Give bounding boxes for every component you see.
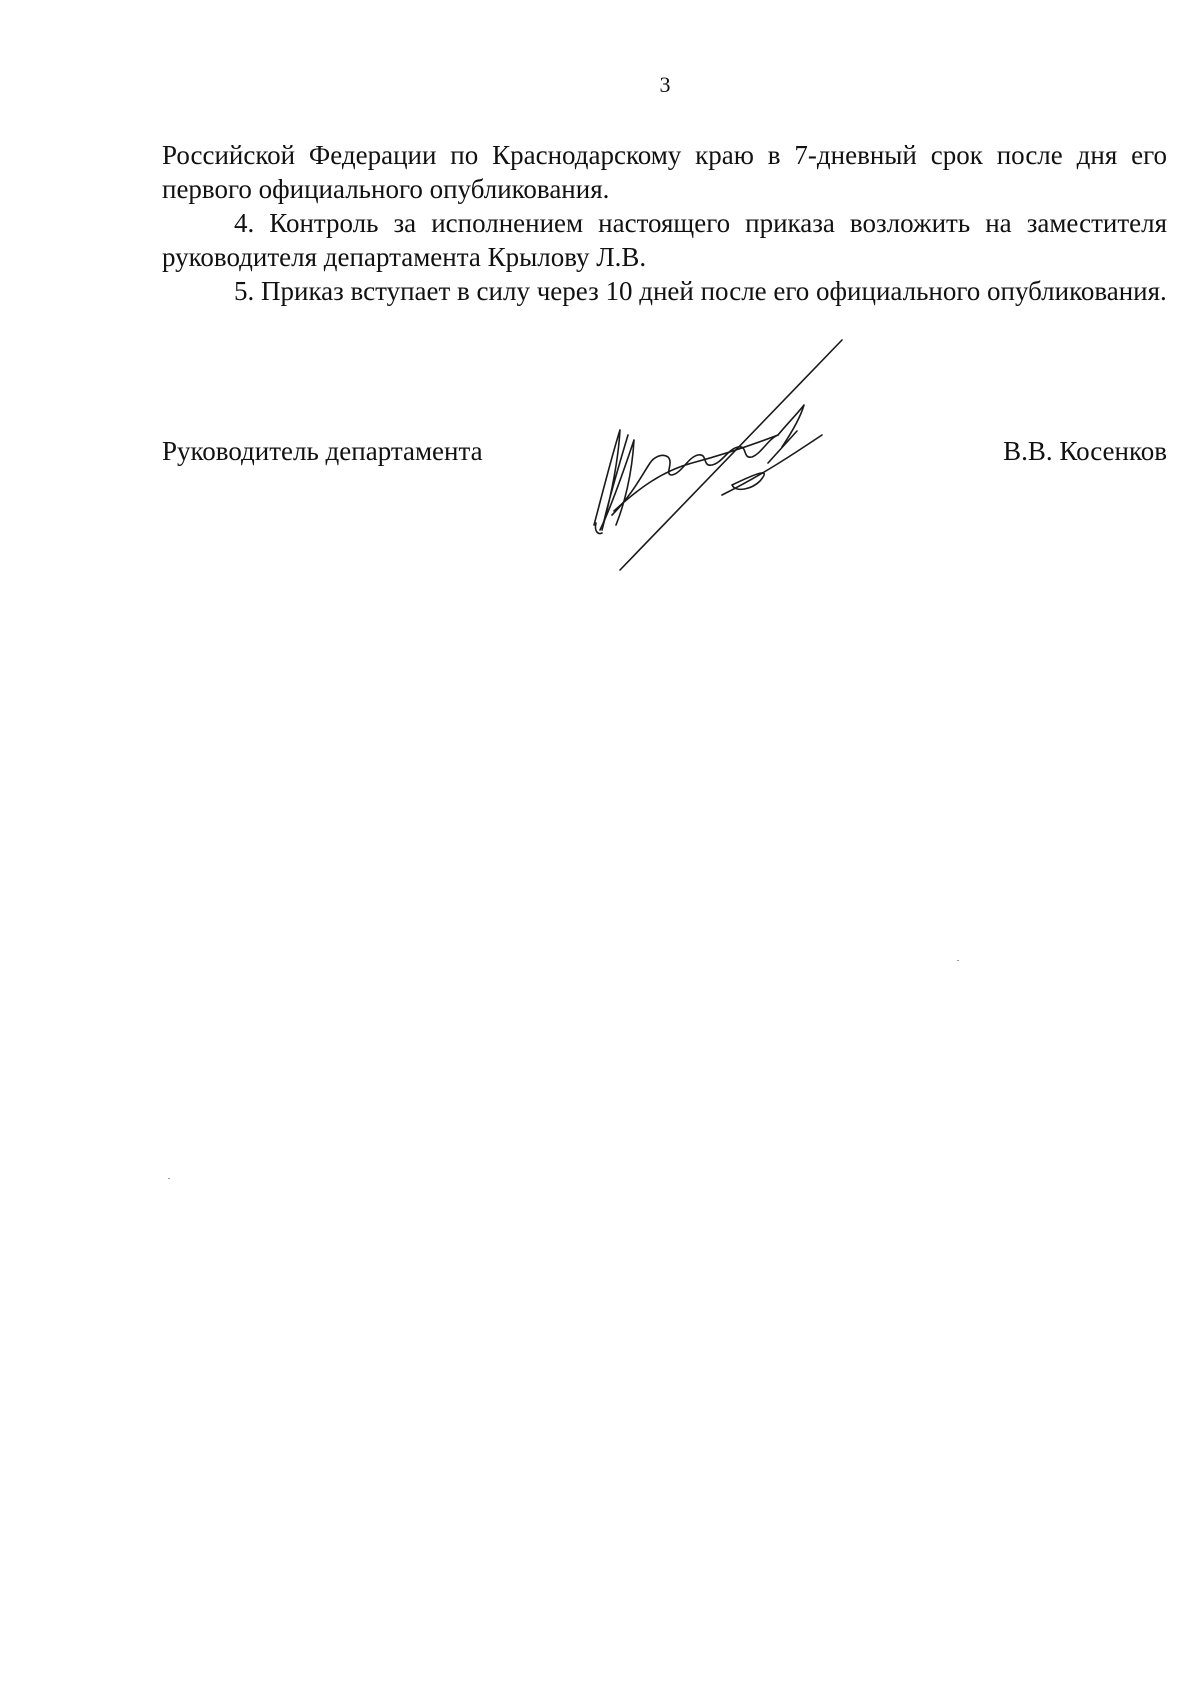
document-body <box>162 138 1167 308</box>
paragraph-item-4: 4. Контроль за исполнением настоящего приказа возложить на заместителя руководителя департамента Крылову Л.В. <box>162 208 1167 272</box>
page-number: 3 <box>659 72 671 97</box>
scan-speck <box>168 1178 170 1179</box>
paragraph-item-5: 5. Приказ вступает в силу через 10 дней после его официального опубликования. <box>234 276 1167 306</box>
signature-block <box>162 420 1167 560</box>
handwritten-signature <box>572 335 852 575</box>
signer-title: Руководитель департамента <box>162 436 483 466</box>
scan-speck <box>957 960 959 961</box>
signer-name: В.В. Косенков <box>1003 436 1167 466</box>
paragraph-continuation: Российской Федерации по Краснодарскому краю в 7-дневный срок после дня его первого официального опубликования. <box>162 140 1167 204</box>
